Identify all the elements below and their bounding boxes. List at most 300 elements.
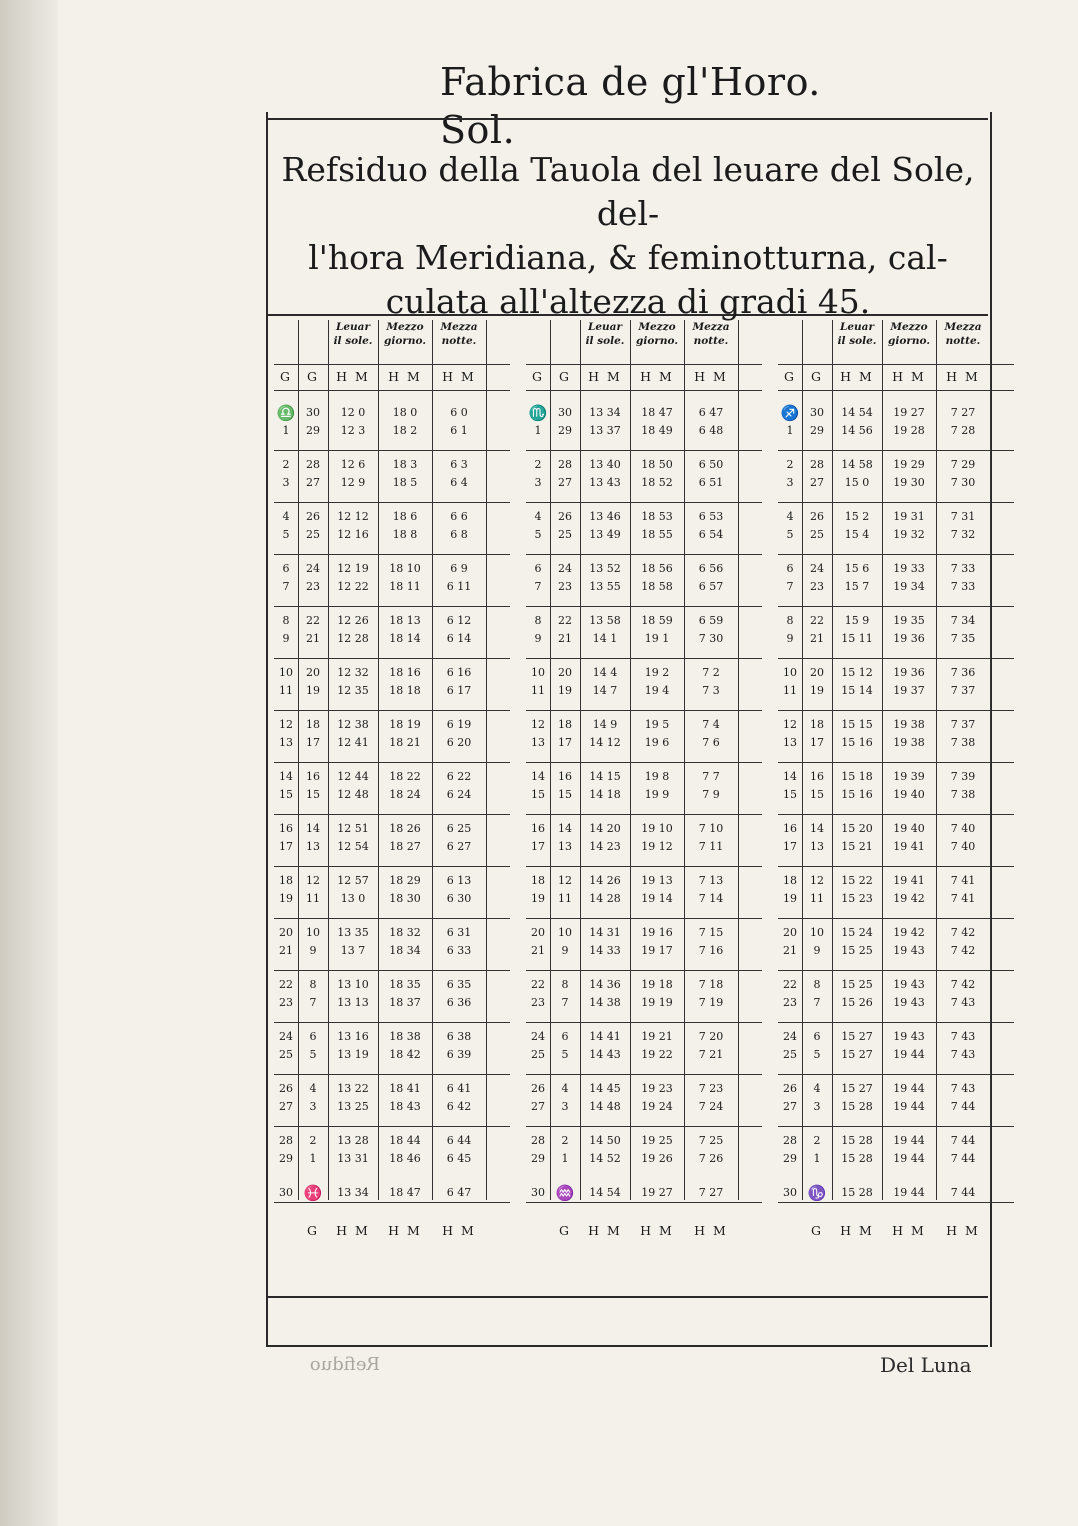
catchword: Del Luna bbox=[880, 1353, 972, 1377]
group-rule bbox=[526, 1022, 762, 1023]
table-cell: 25 bbox=[531, 1048, 545, 1061]
table-cell: 13 13 bbox=[337, 996, 369, 1009]
group-rule bbox=[274, 658, 510, 659]
table-cell: 13 22 bbox=[337, 1082, 369, 1095]
table-cell: 19 24 bbox=[641, 1100, 673, 1113]
table-cell: 20 bbox=[306, 666, 320, 679]
table-cell: 7 41 bbox=[950, 874, 976, 887]
table-cell: 13 28 bbox=[337, 1134, 369, 1147]
table-cell: 19 bbox=[810, 684, 824, 697]
table-cell: 28 bbox=[558, 458, 572, 471]
table-cell: 18 27 bbox=[389, 840, 421, 853]
table-row bbox=[778, 1028, 1014, 1046]
table-cell: 15 21 bbox=[841, 840, 873, 853]
table-cell: 30 bbox=[810, 406, 824, 419]
table-cell: 18 26 bbox=[389, 822, 421, 835]
table-row bbox=[526, 820, 762, 838]
table-row bbox=[778, 1098, 1014, 1116]
column-divider bbox=[990, 320, 991, 1200]
table-cell: 18 8 bbox=[392, 528, 418, 541]
table-cell: 6 51 bbox=[698, 476, 724, 489]
table-cell: 6 19 bbox=[446, 718, 472, 731]
table-cell: 6 8 bbox=[450, 528, 468, 541]
table-cell: 7 20 bbox=[698, 1030, 724, 1043]
table-cell: 7 42 bbox=[950, 926, 976, 939]
table-cell: 24 bbox=[531, 1030, 545, 1043]
table-cell: 7 43 bbox=[950, 1082, 976, 1095]
table-cell: 21 bbox=[306, 632, 320, 645]
table-cell: 19 42 bbox=[893, 892, 925, 905]
column-header-line: il sole. bbox=[837, 335, 877, 347]
column-header bbox=[328, 320, 378, 354]
table-cell: 19 30 bbox=[893, 476, 925, 489]
column-divider bbox=[684, 320, 685, 1200]
table-cell: 19 5 bbox=[644, 718, 670, 731]
table-row bbox=[526, 890, 762, 908]
table-cell: 18 bbox=[810, 718, 824, 731]
table-cell: 19 39 bbox=[893, 770, 925, 783]
column-header bbox=[882, 320, 936, 354]
table-cell: 20 bbox=[783, 926, 797, 939]
table-cell: 14 bbox=[306, 822, 320, 835]
table-cell: 15 bbox=[558, 788, 572, 801]
table-row bbox=[274, 1080, 510, 1098]
table-row bbox=[778, 560, 1014, 578]
table-cell: 19 43 bbox=[893, 944, 925, 957]
table-cell: 13 43 bbox=[589, 476, 621, 489]
group-rule bbox=[526, 606, 762, 607]
table-cell: 21 bbox=[558, 632, 572, 645]
table-cell: 18 43 bbox=[389, 1100, 421, 1113]
column-divider bbox=[802, 320, 803, 1200]
table-cell: 15 16 bbox=[841, 736, 873, 749]
table-cell: 16 bbox=[279, 822, 293, 835]
table-cell: 19 43 bbox=[893, 1030, 925, 1043]
table-cell: 19 bbox=[783, 892, 797, 905]
table-cell: 7 44 bbox=[950, 1100, 976, 1113]
table-cell: 29 bbox=[531, 1152, 545, 1165]
table-cell: 7 bbox=[309, 996, 317, 1009]
group-rule bbox=[526, 762, 762, 763]
table-cell: 22 bbox=[810, 614, 824, 627]
table-cell: 1 bbox=[309, 1152, 317, 1165]
table-cell: 17 bbox=[810, 736, 824, 749]
unit-header: H M bbox=[640, 369, 674, 384]
table-cell: 19 28 bbox=[893, 424, 925, 437]
table-row bbox=[526, 422, 762, 440]
table-cell: 18 56 bbox=[641, 562, 673, 575]
table-row bbox=[274, 456, 510, 474]
column-header bbox=[684, 320, 738, 354]
column-header-line: notte. bbox=[441, 335, 477, 347]
zodiac-sign: ♑ bbox=[807, 1184, 827, 1202]
table-cell: 27 bbox=[558, 476, 572, 489]
table-cell: 18 19 bbox=[389, 718, 421, 731]
table-cell: 19 29 bbox=[893, 458, 925, 471]
table-row bbox=[274, 664, 510, 682]
table-cell: 18 6 bbox=[392, 510, 418, 523]
table-cell: 19 32 bbox=[893, 528, 925, 541]
table-row bbox=[778, 1132, 1014, 1150]
unit-header: G bbox=[307, 369, 319, 384]
table-cell: 19 4 bbox=[644, 684, 670, 697]
table-cell: 29 bbox=[279, 1152, 293, 1165]
table-cell: 10 bbox=[810, 926, 824, 939]
table-row bbox=[526, 474, 762, 492]
table-cell: 26 bbox=[531, 1082, 545, 1095]
column-divider bbox=[882, 320, 883, 1200]
footer-unit-row bbox=[274, 1220, 510, 1242]
table-row bbox=[778, 890, 1014, 908]
table-cell: 12 57 bbox=[337, 874, 369, 887]
table-cell: 19 26 bbox=[641, 1152, 673, 1165]
table-cell: 2 bbox=[813, 1134, 821, 1147]
unit-header: H M bbox=[840, 369, 874, 384]
group-rule bbox=[778, 502, 1014, 503]
table-cell: 6 36 bbox=[446, 996, 472, 1009]
unit-header: G bbox=[280, 369, 292, 384]
table-cell: 6 bbox=[282, 562, 290, 575]
table-cell: 3 bbox=[534, 476, 542, 489]
group-rule bbox=[526, 658, 762, 659]
column-header-line: notte. bbox=[945, 335, 981, 347]
row-rule bbox=[274, 364, 510, 365]
table-cell: 17 bbox=[306, 736, 320, 749]
table-row bbox=[778, 630, 1014, 648]
table-cell: 15 bbox=[279, 788, 293, 801]
group-rule bbox=[526, 970, 762, 971]
table-cell: 12 54 bbox=[337, 840, 369, 853]
footer-unit: H M bbox=[892, 1223, 926, 1238]
table-cell: 7 35 bbox=[950, 632, 976, 645]
table-cell: 7 30 bbox=[950, 476, 976, 489]
table-row bbox=[526, 872, 762, 890]
table-row bbox=[526, 404, 762, 422]
table-cell: 7 9 bbox=[702, 788, 720, 801]
table-cell: 19 18 bbox=[641, 978, 673, 991]
table-cell: 19 38 bbox=[893, 718, 925, 731]
table-cell: 5 bbox=[534, 528, 542, 541]
column-header-line: Mezza bbox=[692, 321, 730, 333]
table-cell: 12 6 bbox=[340, 458, 366, 471]
table-cell: 2 bbox=[534, 458, 542, 471]
table-cell: 7 33 bbox=[950, 562, 976, 575]
table-row bbox=[778, 924, 1014, 942]
table-cell: 18 bbox=[558, 718, 572, 731]
table-cell: 3 bbox=[786, 476, 794, 489]
row-rule bbox=[778, 1202, 1014, 1203]
table-row bbox=[778, 872, 1014, 890]
table-row bbox=[274, 942, 510, 960]
group-rule bbox=[526, 554, 762, 555]
table-cell: 9 bbox=[282, 632, 290, 645]
table-row bbox=[778, 1184, 1014, 1202]
group-rule bbox=[778, 606, 1014, 607]
table-cell: 13 58 bbox=[589, 614, 621, 627]
table-cell: 30 bbox=[306, 406, 320, 419]
table-cell: 28 bbox=[279, 1134, 293, 1147]
column-header-line: il sole. bbox=[333, 335, 373, 347]
table-cell: 5 bbox=[561, 1048, 569, 1061]
table-cell: 7 42 bbox=[950, 978, 976, 991]
table-cell: 15 22 bbox=[841, 874, 873, 887]
table-cell: 18 10 bbox=[389, 562, 421, 575]
table-row bbox=[526, 682, 762, 700]
table-cell: 6 20 bbox=[446, 736, 472, 749]
table-cell: 6 6 bbox=[450, 510, 468, 523]
column-divider bbox=[832, 320, 833, 1200]
table-cell: 19 44 bbox=[893, 1100, 925, 1113]
table-cell: 7 27 bbox=[950, 406, 976, 419]
table-row bbox=[274, 994, 510, 1012]
group-rule bbox=[778, 1022, 1014, 1023]
table-cell: 10 bbox=[279, 666, 293, 679]
table-cell: 18 13 bbox=[389, 614, 421, 627]
table-cell: 15 27 bbox=[841, 1048, 873, 1061]
table-cell: 15 28 bbox=[841, 1186, 873, 1199]
group-rule bbox=[778, 1126, 1014, 1127]
table-cell: 30 bbox=[558, 406, 572, 419]
footer-unit: H M bbox=[694, 1223, 728, 1238]
unit-header: G bbox=[559, 369, 571, 384]
table-row bbox=[526, 786, 762, 804]
group-rule bbox=[274, 554, 510, 555]
table-cell: 15 14 bbox=[841, 684, 873, 697]
table-cell: 15 bbox=[306, 788, 320, 801]
table-cell: 30 bbox=[783, 1186, 797, 1199]
unit-header: G bbox=[784, 369, 796, 384]
table-cell: 15 16 bbox=[841, 788, 873, 801]
table-cell: 10 bbox=[306, 926, 320, 939]
group-rule bbox=[526, 866, 762, 867]
row-rule bbox=[274, 390, 510, 391]
table-cell: 19 43 bbox=[893, 978, 925, 991]
table-row bbox=[526, 612, 762, 630]
table-cell: 13 bbox=[531, 736, 545, 749]
table-cell: 19 17 bbox=[641, 944, 673, 957]
table-row bbox=[274, 1132, 510, 1150]
table-cell: 19 2 bbox=[644, 666, 670, 679]
table-cell: 6 25 bbox=[446, 822, 472, 835]
table-cell: 18 50 bbox=[641, 458, 673, 471]
table-cell: 13 10 bbox=[337, 978, 369, 991]
table-cell: 1 bbox=[534, 424, 542, 437]
table-cell: 19 36 bbox=[893, 666, 925, 679]
unit-header: G bbox=[532, 369, 544, 384]
table-cell: 23 bbox=[279, 996, 293, 1009]
group-rule bbox=[526, 710, 762, 711]
table-cell: 18 58 bbox=[641, 580, 673, 593]
table-cell: 8 bbox=[309, 978, 317, 991]
column-header-line: Leuar bbox=[839, 321, 875, 333]
table-cell: 23 bbox=[810, 580, 824, 593]
table-cell: 15 28 bbox=[841, 1100, 873, 1113]
table-cell: 11 bbox=[783, 684, 797, 697]
table-row bbox=[274, 1046, 510, 1064]
table-cell: 6 0 bbox=[450, 406, 468, 419]
table-cell: 14 33 bbox=[589, 944, 621, 957]
table-cell: 12 41 bbox=[337, 736, 369, 749]
table-cell: 18 41 bbox=[389, 1082, 421, 1095]
table-cell: 15 25 bbox=[841, 978, 873, 991]
column-header-line: Leuar bbox=[335, 321, 371, 333]
table-row bbox=[274, 716, 510, 734]
frame-bottom-rule bbox=[266, 1345, 988, 1347]
table-cell: 6 17 bbox=[446, 684, 472, 697]
table-cell: 14 54 bbox=[589, 1186, 621, 1199]
table-cell: 12 51 bbox=[337, 822, 369, 835]
table-row bbox=[274, 682, 510, 700]
table-cell: 6 31 bbox=[446, 926, 472, 939]
table-cell: 6 41 bbox=[446, 1082, 472, 1095]
table-cell: 29 bbox=[783, 1152, 797, 1165]
table-cell: 7 37 bbox=[950, 718, 976, 731]
table-cell: 13 31 bbox=[337, 1152, 369, 1165]
table-cell: 7 44 bbox=[950, 1134, 976, 1147]
unit-header: H M bbox=[336, 369, 370, 384]
table-cell: 6 35 bbox=[446, 978, 472, 991]
table-cell: 26 bbox=[810, 510, 824, 523]
table-cell: 29 bbox=[558, 424, 572, 437]
table-cell: 12 35 bbox=[337, 684, 369, 697]
table-cell: 18 44 bbox=[389, 1134, 421, 1147]
table-cell: 7 bbox=[282, 580, 290, 593]
table-cell: 6 59 bbox=[698, 614, 724, 627]
table-cell: 7 39 bbox=[950, 770, 976, 783]
table-cell: 8 bbox=[534, 614, 542, 627]
table-cell: 7 18 bbox=[698, 978, 724, 991]
table-cell: 23 bbox=[531, 996, 545, 1009]
group-rule bbox=[526, 918, 762, 919]
column-header bbox=[630, 320, 684, 354]
table-cell: 6 22 bbox=[446, 770, 472, 783]
table-cell: 27 bbox=[531, 1100, 545, 1113]
footer-unit-row bbox=[778, 1220, 1014, 1242]
group-rule bbox=[526, 814, 762, 815]
group-rule bbox=[526, 502, 762, 503]
table-cell: 14 41 bbox=[589, 1030, 621, 1043]
table-cell: 25 bbox=[783, 1048, 797, 1061]
table-cell: 21 bbox=[783, 944, 797, 957]
table-cell: 4 bbox=[813, 1082, 821, 1095]
group-rule bbox=[778, 970, 1014, 971]
table-row bbox=[526, 976, 762, 994]
table-cell: 15 2 bbox=[844, 510, 870, 523]
table-cell: 19 42 bbox=[893, 926, 925, 939]
table-cell: 19 8 bbox=[644, 770, 670, 783]
table-cell: 16 bbox=[558, 770, 572, 783]
table-title bbox=[270, 148, 986, 324]
table-cell: 13 0 bbox=[340, 892, 366, 905]
table-cell: 14 bbox=[279, 770, 293, 783]
table-row bbox=[526, 942, 762, 960]
table-cell: 19 44 bbox=[893, 1134, 925, 1147]
table-row bbox=[274, 768, 510, 786]
table-cell: 9 bbox=[534, 632, 542, 645]
table-cell: 7 42 bbox=[950, 944, 976, 957]
table-cell: 1 bbox=[282, 424, 290, 437]
table-row bbox=[526, 1184, 762, 1202]
table-cell: 16 bbox=[783, 822, 797, 835]
column-header-line: Mezzo bbox=[890, 321, 928, 333]
table-cell: 5 bbox=[786, 528, 794, 541]
table-cell: 23 bbox=[306, 580, 320, 593]
table-cell: 7 37 bbox=[950, 684, 976, 697]
table-cell: 7 44 bbox=[950, 1152, 976, 1165]
table-cell: 14 58 bbox=[841, 458, 873, 471]
column-divider bbox=[486, 320, 487, 1200]
table-cell: 12 bbox=[783, 718, 797, 731]
table-cell: 21 bbox=[810, 632, 824, 645]
table-cell: 18 bbox=[279, 874, 293, 887]
table-cell: 7 2 bbox=[702, 666, 720, 679]
table-cell: 6 44 bbox=[446, 1134, 472, 1147]
table-row bbox=[526, 456, 762, 474]
table-row bbox=[778, 734, 1014, 752]
group-rule bbox=[274, 762, 510, 763]
table-cell: 8 bbox=[282, 614, 290, 627]
table-cell: 18 11 bbox=[389, 580, 421, 593]
table-cell: 12 16 bbox=[337, 528, 369, 541]
table-cell: 22 bbox=[558, 614, 572, 627]
table-cell: 6 38 bbox=[446, 1030, 472, 1043]
table-cell: 15 28 bbox=[841, 1152, 873, 1165]
table-cell: 7 bbox=[786, 580, 794, 593]
zodiac-sign: ♏ bbox=[528, 404, 548, 422]
group-rule bbox=[274, 866, 510, 867]
column-header bbox=[378, 320, 432, 354]
row-rule bbox=[778, 390, 1014, 391]
column-divider bbox=[328, 320, 329, 1200]
table-cell: 5 bbox=[282, 528, 290, 541]
table-cell: 4 bbox=[786, 510, 794, 523]
table-cell: 29 bbox=[810, 424, 824, 437]
column-header-line: Mezzo bbox=[386, 321, 424, 333]
unit-header: H M bbox=[442, 369, 476, 384]
table-row bbox=[274, 976, 510, 994]
table-cell: 30 bbox=[531, 1186, 545, 1199]
table-cell: 20 bbox=[279, 926, 293, 939]
table-cell: 2 bbox=[309, 1134, 317, 1147]
group-rule bbox=[778, 918, 1014, 919]
table-cell: 30 bbox=[279, 1186, 293, 1199]
column-header-line: giorno. bbox=[888, 335, 930, 347]
table-cell: 2 bbox=[282, 458, 290, 471]
table-cell: 7 34 bbox=[950, 614, 976, 627]
group-rule bbox=[778, 762, 1014, 763]
table-cell: 2 bbox=[561, 1134, 569, 1147]
ephemeris-tables bbox=[270, 320, 986, 1238]
table-cell: 26 bbox=[558, 510, 572, 523]
table-cell: 28 bbox=[783, 1134, 797, 1147]
column-header-line: il sole. bbox=[585, 335, 625, 347]
table-cell: 24 bbox=[306, 562, 320, 575]
table-cell: 13 bbox=[306, 840, 320, 853]
table-cell: 13 35 bbox=[337, 926, 369, 939]
table-cell: 5 bbox=[813, 1048, 821, 1061]
table-cell: 19 33 bbox=[893, 562, 925, 575]
column-divider bbox=[936, 320, 937, 1200]
table-cell: 2 bbox=[786, 458, 794, 471]
row-rule bbox=[526, 364, 762, 365]
table-cell: 7 6 bbox=[702, 736, 720, 749]
unit-header: H M bbox=[588, 369, 622, 384]
title-line-2: l'hora Meridiana, & feminotturna, cal- bbox=[308, 238, 948, 277]
table-cell: 1 bbox=[561, 1152, 569, 1165]
table-cell: 15 bbox=[810, 788, 824, 801]
table-cell: 19 31 bbox=[893, 510, 925, 523]
table-cell: 19 12 bbox=[641, 840, 673, 853]
